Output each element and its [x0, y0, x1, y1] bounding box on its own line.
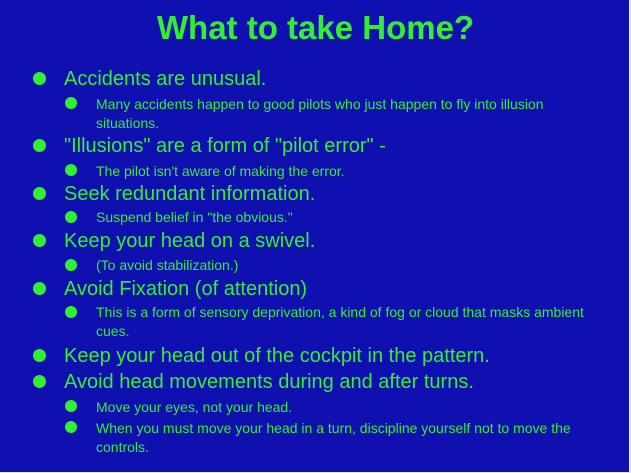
sub-bullet-text: Many accidents happen to good pilots who just happen to fly into illusion situations. [96, 96, 544, 131]
bullet-text: Keep your head on a swivel. [64, 230, 316, 252]
bullet-text: Avoid Fixation (of attention) [64, 278, 308, 300]
sub-bullet-icon [65, 306, 77, 318]
sub-bullet-text: Suspend belief in "the obvious." [96, 209, 293, 225]
bullet-text: Avoid head movements during and after turns. [64, 371, 474, 393]
bullet-icon [33, 349, 46, 362]
sub-bullet-text: Move your eyes, not your head. [96, 399, 293, 415]
sub-bullet-icon [65, 400, 77, 412]
sub-bullet-text: This is a form of sensory deprivation, a kind of fog or cloud that masks ambient cues. [96, 304, 584, 339]
sub-bullet-icon [65, 259, 77, 271]
bullet-icon [33, 234, 46, 247]
sub-bullet-icon [65, 97, 77, 109]
bullet-icon [33, 72, 46, 85]
bullet-text: Seek redundant information. [64, 183, 316, 205]
bullet-icon [33, 187, 46, 200]
slide-title: What to take Home? [156, 9, 475, 46]
bullet-text: Keep your head out of the cockpit in the pattern. [64, 345, 490, 367]
bullet-text: Accidents are unusual. [64, 68, 267, 90]
sub-bullet-icon [65, 211, 77, 223]
bullet-text: "Illusions" are a form of "pilot error" - [64, 135, 386, 157]
sub-bullet-icon [65, 164, 77, 176]
sub-bullet-icon [65, 421, 77, 433]
bullet-icon [33, 375, 46, 388]
sub-bullet-text: (To avoid stabilization.) [96, 257, 239, 273]
sub-bullet-text: When you must move your head in a turn, discipline yourself not to move the controls. [96, 420, 571, 455]
sub-bullet-text: The pilot isn't aware of making the error. [96, 163, 345, 179]
bullet-icon [33, 282, 46, 295]
bullet-icon [33, 139, 46, 152]
